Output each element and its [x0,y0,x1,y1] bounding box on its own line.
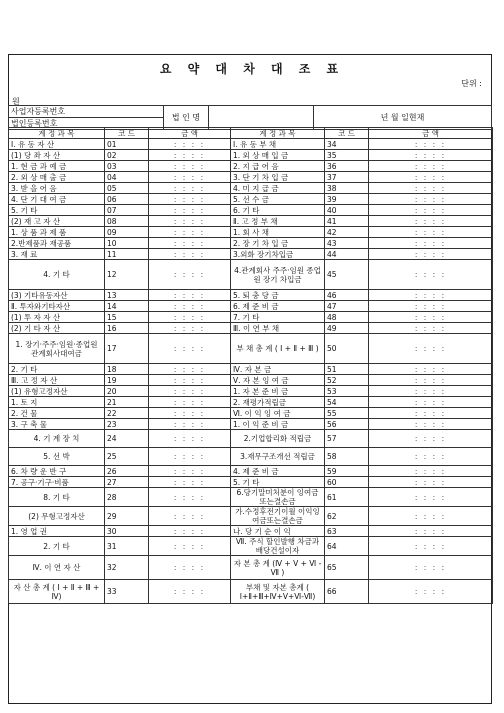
table-row [9,194,493,205]
left-code: 20 [105,386,149,397]
left-code: 26 [105,466,149,477]
table-row [9,334,493,364]
right-account-label: 4.관계회사 주주·임원 종업원 장기 차입금 [231,260,325,290]
right-account-label: 5. 기 타 [231,477,325,488]
left-amount-field[interactable]: : : : : [149,507,231,526]
right-amount-field[interactable]: : : : : [369,580,493,604]
table-row [9,172,493,183]
left-code: 21 [105,397,149,408]
left-code: 15 [105,312,149,323]
table-row [9,397,493,408]
right-account-label: Ⅰ. 유 동 부 채 [231,139,325,150]
right-amount-field[interactable]: : : : : [369,408,493,419]
left-account-label: 2. 외 상 매 출 금 [9,172,105,183]
right-code: 52 [325,375,369,386]
right-account-label: Ⅵ. 이 익 잉 여 금 [231,408,325,419]
right-account-label: 4. 제 준 비 금 [231,466,325,477]
left-code: 28 [105,488,149,507]
right-account-label: 3.재무구조개선 적립금 [231,448,325,466]
col-right-amount: 금 액 [369,128,493,139]
right-account-label: 6. 기 타 [231,205,325,216]
left-account-label: 8. 기 타 [9,488,105,507]
left-account-label: 5. 선 박 [9,448,105,466]
table-row [9,227,493,238]
table-row [9,238,493,249]
left-account-label: 4. 기 타 [9,260,105,290]
right-code: 42 [325,227,369,238]
right-code: 34 [325,139,369,150]
right-code: 43 [325,238,369,249]
col-left-account: 계 정 과 목 [9,128,105,139]
right-amount-field[interactable]: : : : : [369,323,493,334]
col-left-code: 코 드 [105,128,149,139]
right-amount-field[interactable]: : : : : [369,526,493,537]
right-account-label: 1. 이 익 준 비 금 [231,419,325,430]
right-code: 41 [325,216,369,227]
left-code: 09 [105,227,149,238]
left-amount-field[interactable]: : : : : [149,227,231,238]
right-amount-field[interactable]: : : : : [369,227,493,238]
left-amount-field[interactable]: : : : : [149,430,231,448]
left-code: 10 [105,238,149,249]
left-account-label: 5. 기 타 [9,205,105,216]
right-account-label: 2. 재평가적립금 [231,397,325,408]
right-account-label: Ⅲ. 이 연 부 채 [231,323,325,334]
right-amount-field[interactable]: : : : : [369,249,493,260]
right-amount-field[interactable]: : : : : [369,260,493,290]
left-code: 02 [105,150,149,161]
biz-no-label: 사업자등록번호 [9,106,164,118]
left-amount-field[interactable]: : : : : [149,375,231,386]
left-amount-field[interactable]: : : : : [149,488,231,507]
right-account-label: Ⅶ. 주식 할인발행 차금과배당건설이자 [231,537,325,556]
right-code: 59 [325,466,369,477]
left-code: 08 [105,216,149,227]
right-amount-field[interactable]: : : : : [369,301,493,312]
table-row [9,290,493,301]
right-account-label: 가.수정후전기이월 이익잉여금또는결손금 [231,507,325,526]
right-account-label: 자 본 총 계 (Ⅳ + Ⅴ + Ⅵ - Ⅶ ) [231,556,325,580]
right-code: 66 [325,580,369,604]
right-amount-field[interactable]: : : : : [369,448,493,466]
left-amount-field[interactable]: : : : : [149,216,231,227]
left-amount-field[interactable]: : : : : [149,312,231,323]
right-code: 62 [325,507,369,526]
left-amount-field[interactable]: : : : : [149,556,231,580]
left-amount-field[interactable]: : : : : [149,150,231,161]
left-code: 32 [105,556,149,580]
right-amount-field[interactable]: : : : : [369,397,493,408]
right-account-label: 7. 기 타 [231,312,325,323]
table-row [9,430,493,448]
table-row [9,161,493,172]
right-code: 45 [325,260,369,290]
left-account-label: 2. 건 물 [9,408,105,419]
right-code: 49 [325,323,369,334]
left-code: 06 [105,194,149,205]
right-code: 39 [325,194,369,205]
table-row [9,183,493,194]
left-amount-field[interactable]: : : : : [149,419,231,430]
right-amount-field[interactable]: : : : : [369,386,493,397]
right-account-label: 3. 단 기 차 입 금 [231,172,325,183]
right-amount-field[interactable]: : : : : [369,430,493,448]
left-amount-field[interactable]: : : : : [149,334,231,364]
left-code: 22 [105,408,149,419]
table-row [9,507,493,526]
left-amount-field[interactable]: : : : : [149,408,231,419]
right-code: 50 [325,334,369,364]
right-amount-field[interactable]: : : : : [369,161,493,172]
left-code: 29 [105,507,149,526]
right-amount-field[interactable]: : : : : [369,334,493,364]
left-account-label: 2. 기 타 [9,364,105,375]
right-account-label: 6.당기말미처분이 잉여금또는결손금 [231,488,325,507]
table-row [9,466,493,477]
right-account-label: 3.외화 장기차입금 [231,249,325,260]
right-code: 55 [325,408,369,419]
left-code: 07 [105,205,149,216]
right-amount-field[interactable]: : : : : [369,139,493,150]
right-code: 57 [325,430,369,448]
right-account-label: 5. 퇴 충 당 금 [231,290,325,301]
left-code: 14 [105,301,149,312]
left-account-label: Ⅲ. 고 정 자 산 [9,375,105,386]
left-amount-field[interactable]: : : : : [149,205,231,216]
right-code: 54 [325,397,369,408]
right-code: 65 [325,556,369,580]
left-account-label: 7. 공구·기구·비품 [9,477,105,488]
left-account-label: 2.반제품과 재공품 [9,238,105,249]
balance-table [8,127,493,604]
right-account-label: 2.기업합리화 적립금 [231,430,325,448]
right-account-label: 부채 및 자본 총계 ( Ⅰ+Ⅱ+Ⅲ+Ⅳ+Ⅴ+Ⅵ-Ⅶ) [231,580,325,604]
right-code: 58 [325,448,369,466]
right-account-label: 2. 지 급 어 음 [231,161,325,172]
left-amount-field[interactable]: : : : : [149,364,231,375]
form-title: 요 약 대 차 대 조 표 [159,62,345,76]
unit-suffix: 원 [12,97,20,106]
left-account-label: 1. 현 금 과 예 금 [9,161,105,172]
left-amount-field[interactable]: : : : : [149,477,231,488]
right-code: 48 [325,312,369,323]
right-account-label: 1. 외 상 매 입 금 [231,150,325,161]
left-account-label: 2. 기 타 [9,537,105,556]
left-code: 23 [105,419,149,430]
left-code: 33 [105,580,149,604]
table-row [9,150,493,161]
corp-no-label: 법인등록번호 [9,118,164,130]
left-amount-field[interactable]: : : : : [149,172,231,183]
unit-label: 단위 : [461,79,482,88]
left-account-label: 1. 영 업 권 [9,526,105,537]
left-amount-field[interactable]: : : : : [149,249,231,260]
right-amount-field[interactable]: : : : : [369,507,493,526]
table-row [9,375,493,386]
right-account-label: Ⅱ. 고 정 부 채 [231,216,325,227]
left-code: 11 [105,249,149,260]
right-code: 37 [325,172,369,183]
corp-name-field[interactable] [209,106,314,130]
left-account-label: Ⅳ. 이 연 자 산 [9,556,105,580]
left-amount-field[interactable]: : : : : [149,260,231,290]
left-amount-field[interactable]: : : : : [149,194,231,205]
table-row [9,408,493,419]
date-label: 년 월 일현재 [314,106,492,130]
left-account-label: Ⅱ. 투자와기타자산 [9,301,105,312]
table-row [9,448,493,466]
right-code: 38 [325,183,369,194]
right-code: 56 [325,419,369,430]
left-amount-field[interactable]: : : : : [149,323,231,334]
left-amount-field[interactable]: : : : : [149,397,231,408]
column-header-row [9,128,493,139]
table-row [9,323,493,334]
col-right-account: 계 정 과 목 [231,128,325,139]
left-amount-field[interactable]: : : : : [149,466,231,477]
right-code: 51 [325,364,369,375]
right-code: 35 [325,150,369,161]
left-amount-field[interactable]: : : : : [149,161,231,172]
right-account-label: 4. 미 지 급 금 [231,183,325,194]
table-row [9,488,493,507]
left-account-label: 3. 재 료 [9,249,105,260]
right-amount-field[interactable]: : : : : [369,216,493,227]
right-amount-field[interactable]: : : : : [369,172,493,183]
right-amount-field[interactable]: : : : : [369,419,493,430]
left-code: 05 [105,183,149,194]
left-code: 13 [105,290,149,301]
right-code: 47 [325,301,369,312]
table-row [9,312,493,323]
left-account-label: 1. 토 지 [9,397,105,408]
right-account-label: Ⅳ. 자 본 금 [231,364,325,375]
left-code: 27 [105,477,149,488]
left-amount-field[interactable]: : : : : [149,537,231,556]
left-code: 18 [105,364,149,375]
right-amount-field[interactable]: : : : : [369,194,493,205]
col-right-code: 코 드 [325,128,369,139]
table-row [9,139,493,150]
right-account-label: 6. 제 준 비 금 [231,301,325,312]
right-account-label: 1. 회 사 채 [231,227,325,238]
left-account-label: 1. 장기·주주·임원·종업원 관계회사대여금 [9,334,105,364]
right-account-label: 2. 장 기 차 입 금 [231,238,325,249]
right-amount-field[interactable]: : : : : [369,556,493,580]
table-row [9,386,493,397]
right-amount-field[interactable]: : : : : [369,205,493,216]
left-code: 30 [105,526,149,537]
left-account-label: (2) 재 고 자 산 [9,216,105,227]
table-row [9,477,493,488]
right-amount-field[interactable]: : : : : [369,537,493,556]
left-account-label: 3. 받 을 어 음 [9,183,105,194]
right-amount-field[interactable]: : : : : [369,238,493,249]
left-account-label: (1) 투 자 자 산 [9,312,105,323]
right-account-label: Ⅴ. 자 본 잉 여 금 [231,375,325,386]
left-account-label: 1. 상 품 과 제 품 [9,227,105,238]
left-code: 17 [105,334,149,364]
left-account-label: (1) 당 좌 자 산 [9,150,105,161]
right-amount-field[interactable]: : : : : [369,488,493,507]
right-code: 64 [325,537,369,556]
right-amount-field[interactable]: : : : : [369,477,493,488]
left-code: 31 [105,537,149,556]
right-code: 61 [325,488,369,507]
left-account-label: (2) 무형고정자산 [9,507,105,526]
right-code: 60 [325,477,369,488]
right-account-label: 5. 선 수 금 [231,194,325,205]
right-code: 40 [325,205,369,216]
col-left-amount: 금 액 [149,128,231,139]
table-row [9,260,493,290]
left-code: 24 [105,430,149,448]
table-row [9,205,493,216]
left-code: 01 [105,139,149,150]
table-row [9,249,493,260]
left-account-label: 4. 단 기 대 여 금 [9,194,105,205]
left-account-label: (2) 기 타 자 산 [9,323,105,334]
right-account-label: 나. 당 기 순 이 익 [231,526,325,537]
left-code: 19 [105,375,149,386]
table-row [9,580,493,604]
left-account-label: 6. 차 량 운 반 구 [9,466,105,477]
left-account-label: (3) 기타유동자산 [9,290,105,301]
left-account-label: Ⅰ. 유 동 자 산 [9,139,105,150]
table-row [9,301,493,312]
right-amount-field[interactable]: : : : : [369,466,493,477]
left-code: 12 [105,260,149,290]
left-account-label: 3. 구 축 물 [9,419,105,430]
right-code: 36 [325,161,369,172]
right-code: 53 [325,386,369,397]
table-row [9,419,493,430]
table-row [9,537,493,556]
right-account-label: 1. 자 본 준 비 금 [231,386,325,397]
left-amount-field[interactable]: : : : : [149,139,231,150]
left-code: 25 [105,448,149,466]
left-amount-field[interactable]: : : : : [149,580,231,604]
right-amount-field[interactable]: : : : : [369,183,493,194]
table-row [9,526,493,537]
left-amount-field[interactable]: : : : : [149,301,231,312]
table-row [9,556,493,580]
left-amount-field[interactable]: : : : : [149,526,231,537]
left-amount-field[interactable]: : : : : [149,386,231,397]
left-amount-field[interactable]: : : : : [149,448,231,466]
right-code: 63 [325,526,369,537]
left-code: 16 [105,323,149,334]
left-amount-field[interactable]: : : : : [149,183,231,194]
right-amount-field[interactable]: : : : : [369,375,493,386]
table-row [9,216,493,227]
left-amount-field[interactable]: : : : : [149,238,231,249]
left-account-label: (1) 유형고정자산 [9,386,105,397]
right-account-label: 부 채 총 계 ( Ⅰ + Ⅱ + Ⅲ ) [231,334,325,364]
right-code: 46 [325,290,369,301]
right-amount-field[interactable]: : : : : [369,290,493,301]
left-account-label: 자 산 총 계 ( Ⅰ + Ⅱ + Ⅲ + Ⅳ) [9,580,105,604]
left-account-label: 4. 기 계 장 치 [9,430,105,448]
corp-name-label: 법 인 명 [164,106,209,130]
right-code: 44 [325,249,369,260]
right-amount-field[interactable]: : : : : [369,364,493,375]
left-code: 03 [105,161,149,172]
right-amount-field[interactable]: : : : : [369,312,493,323]
table-row [9,364,493,375]
left-code: 04 [105,172,149,183]
right-amount-field[interactable]: : : : : [369,150,493,161]
left-amount-field[interactable]: : : : : [149,290,231,301]
